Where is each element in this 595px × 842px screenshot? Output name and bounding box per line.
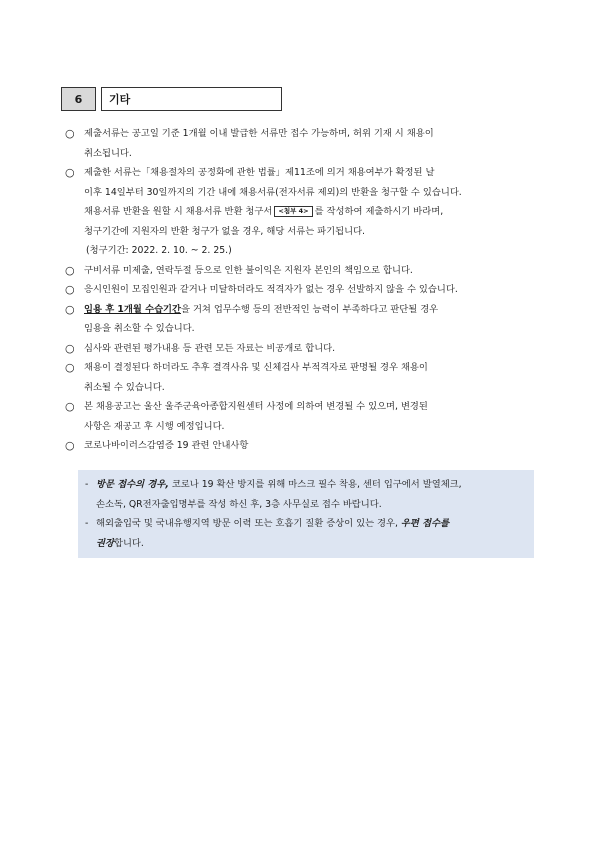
circle-bullet: ○: [65, 302, 75, 316]
attachment-badge: <첨부 4>: [274, 206, 312, 217]
item-text: 심사와 관련된 평가내용 등 관련 모든 자료는 비공개로 합니다.: [84, 342, 336, 354]
list-item: [64, 261, 542, 281]
circle-bullet: ○: [65, 127, 75, 140]
visit-emphasis: 방문 접수의 경우,: [96, 479, 169, 490]
section-header: [61, 87, 282, 111]
item-text: [84, 202, 542, 222]
list-item: [64, 358, 542, 397]
item-text: 응시인원이 모집인원과 같거나 미달하더라도 적격자가 없는 경우 선발하지 않을 수 있습니다.: [84, 284, 458, 295]
item-text: 청구기간에 지원자의 반환 청구가 없을 경우, 해당 서류는 파기됩니다.: [84, 225, 366, 237]
notice-line: [78, 514, 534, 534]
circle-bullet: ○: [65, 166, 75, 179]
item-text: 취소됩니다.: [84, 147, 132, 159]
circle-bullet: ○: [65, 400, 75, 413]
notice-line: [78, 475, 534, 495]
covid-notice-box: [78, 470, 534, 558]
notice-text: 합니다.: [113, 537, 144, 549]
notice-text: 손소독, QR전자출입명부를 작성 하신 후, 3층 사무실로 접수 바랍니다.: [96, 498, 382, 510]
item-text-part: 채용서류 반환을 원할 시 채용서류 반환 청구서: [84, 206, 273, 217]
circle-bullet: ○: [65, 439, 75, 452]
notice-line: [78, 534, 534, 554]
item-text: 본 채용공고는 울산 울주군육아종합지원센터 사정에 의하여 변경될 수 있으며, 변경된: [84, 401, 428, 412]
item-text: 제출서류는 공고일 기준 1개월 이내 발급한 서류만 접수 가능하며, 허위 기재 시 채용이: [84, 128, 434, 139]
recommend-emphasis: 권장: [96, 537, 114, 549]
item-text: 제출한 서류는「채용절차의 공정화에 관한 법률」제11조에 의거 채용여부가 확정된 날: [84, 167, 435, 178]
notice-text: 코로나 19 확산 방지를 위해 마스크 필수 착용, 센터 입구에서 발열체크,: [168, 479, 462, 490]
circle-bullet: ○: [65, 341, 75, 355]
item-text: 채용이 결정된다 하더라도 추후 결격사유 및 신체검사 부적격자로 판명될 경우 채용이: [84, 362, 428, 373]
item-text: 코로나바이러스감염증 19 관련 안내사항: [84, 440, 249, 451]
section-title: 기타: [101, 87, 282, 111]
item-text: 사항은 재공고 후 시행 예정입니다.: [84, 420, 225, 432]
list-item: [64, 339, 542, 359]
item-text: 구비서류 미제출, 연락두절 등으로 인한 불이익은 지원자 본인의 책임으로 합니다.: [84, 264, 413, 276]
item-text-part: 을 거쳐 업무수행 등의 전반적인 능력이 부족하다고 판단될 경우: [181, 303, 439, 315]
mail-emphasis: 우편 접수를: [400, 518, 450, 529]
item-text-part: 를 작성하여 제출하시기 바라며,: [314, 206, 444, 217]
dash-bullet: -: [85, 518, 89, 529]
circle-bullet: ○: [65, 263, 75, 277]
list-item: [64, 124, 542, 163]
section-number: 6: [61, 87, 96, 111]
circle-bullet: ○: [65, 283, 75, 296]
claim-period: (청구기간: 2022. 2. 10. ~ 2. 25.): [86, 245, 232, 256]
notice-list: [64, 124, 542, 456]
item-text: 취소될 수 있습니다.: [84, 381, 165, 393]
list-item: [64, 436, 542, 456]
circle-bullet: ○: [65, 361, 75, 374]
probation-emphasis: 임용 후 1개월 수습기간: [84, 303, 182, 315]
notice-text: 해외출입국 및 국내유행지역 방문 이력 또는 호흡기 질환 증상이 있는 경우,: [96, 518, 398, 529]
list-item: [64, 300, 542, 339]
list-item: [64, 163, 542, 261]
item-text: 이후 14일부터 30일까지의 기간 내에 채용서류(전자서류 제외)의 반환을 청구할 수 있습니다.: [84, 186, 462, 198]
list-item: [64, 280, 542, 300]
dash-bullet: -: [85, 479, 89, 490]
item-text: [84, 300, 542, 320]
item-text: 임용을 취소할 수 있습니다.: [84, 323, 195, 334]
list-item: [64, 397, 542, 436]
